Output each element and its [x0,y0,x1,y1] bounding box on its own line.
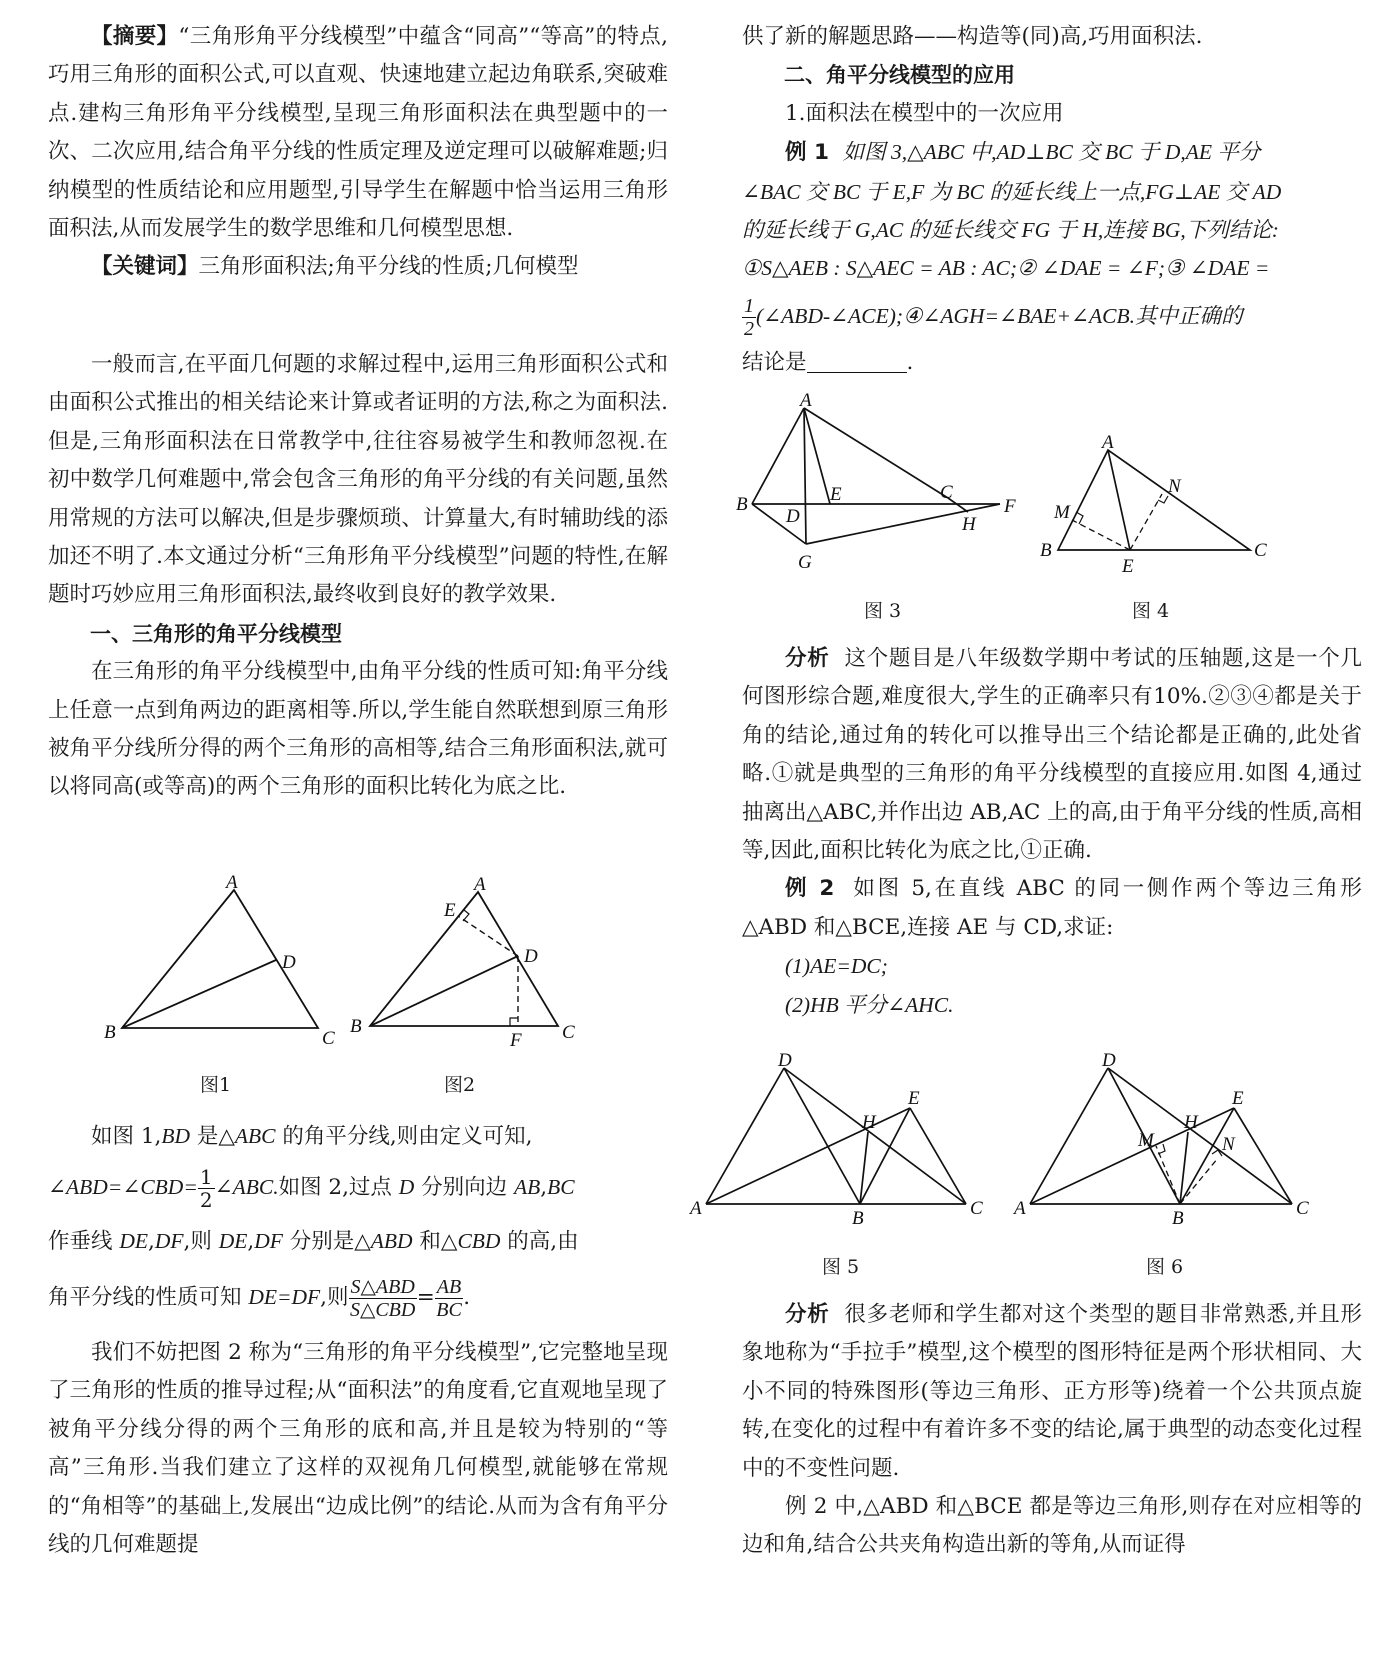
example2: 例 2 如图 5,在直线 ABC 的同一侧作两个等边三角形△ABD 和△BCE,连接 AE 与 CD,求证: [742,876,1362,940]
area-ratio-fraction: $\frac{\text{S△ABD}}{\text{S△CBD}}$ [349,1275,416,1321]
fig3-label-h: H [962,514,976,535]
fig5-caption: 图 5 [822,1256,860,1278]
fig2-label-a: A [474,874,486,895]
fig3-label-d: D [786,506,800,527]
fig2-label-c: C [562,1022,575,1043]
last-paragraph: 例 2 中,△ABD 和△BCE 都是等边三角形,则存在对应相等的边和角,结合公共夹角构造出新的等角,从而证得 [742,1494,1362,1558]
model-paragraph: 在三角形的角平分线模型中,由角平分线的性质可知:角平分线上任意一点到角两边的距离相等.所以,学生能自然联想到原三角形被角平分线所分得的两个三角形的高相等,结合三角形面积法,就可以将同高(或等高)的两个三角形的面积比转化为底之比. [48,659,668,800]
para2: 如图 1,BD 是△ABC 的角平分线,则由定义可知, [91,1124,533,1149]
fig4-caption: 图 4 [1132,600,1170,622]
fig3-caption: 图 3 [864,600,902,622]
fig6-label-m: M [1138,1130,1154,1151]
fig1-label-c: C [322,1028,335,1049]
fig2-label-b: B [350,1016,362,1037]
fig4-label-c: C [1254,540,1267,561]
fig6-label-e: E [1232,1088,1244,1109]
figure-2 [348,872,588,1052]
fig1-caption: 图1 [200,1074,232,1096]
analysis1: 分析 这个题目是八年级数学期中考试的压轴题,这是一个几何图形综合题,难度很大,学生的正确率只有10%.②③④都是关于角的结论,通过角的转化可以推导出三个结论都是正确的,此处省略.①就是典型的三角形的角平分线模型的直接应用.如图 4,通过抽离出△ABC,并作出边 AB,AC 上的高,由于角平分线的性质,高相等,因此,面积比转化为底之比,①正确. [742,646,1362,864]
example1-line1: 例 1 如图 3,△ABC 中,AD⊥BC 交 BC 于 D,AE 平分 [785,140,1261,166]
fig6-label-n: N [1222,1134,1235,1155]
abstract-text: “三角形角平分线模型”中蕴含“同高”“等高”的特点,巧用三角形的面积公式,可以直观、快速地建立起边角联系,突破难点.建构三角形角平分线模型,呈现三角形面积法在典型题中的一次、二次应用,结合角平分线的性质定理及逆定理可以破解难题;归纳模型的性质结论和应用题型,引导学生在解题中恰当运用三角形面积法,从而发展学生的数学思维和几何模型思想. [48,24,668,242]
example1-line4: ①S△AEB : S△AEC = AB : AC;② ∠DAE = ∠F;③ ∠DAE = [742,256,1270,281]
para6: 我们不妨把图 2 称为“三角形的角平分线模型”,它完整地呈现了三角形的性质的推导过程;从“面积法”的角度看,它直观地呈现了被角平分线分得的两个三角形的底和高,并且是较为特别的“等高”三角形.当我们建立了这样的双视角几何模型,就能够在常规的“角相等”的基础上,发展出“边成比例”的结论.从而为含有角平分线的几何难题提 [48,1340,668,1558]
para3: ∠ABD=∠CBD= $\frac{1}{2}$ ∠ABC.如图 2,过点 D 分别向边 AB,BC [48,1164,575,1212]
fig5-label-c: C [970,1198,983,1219]
fig6-label-c: C [1296,1198,1309,1219]
fig2-label-e: E [444,900,456,921]
fig3-label-g: G [798,552,812,573]
analysis2: 分析 很多老师和学生都对这个类型的题目非常熟悉,并且形象地称为“手拉手”模型,这个模型的图形特征是两个形状相同、大小不同的特殊图形(等边三角形、正方形等)绕着一个公共顶点旋转,在变化的过程中有着许多不变的结论,属于典型的动态变化过程中的不变性问题. [742,1302,1362,1481]
fig6-label-h: H [1184,1112,1198,1133]
fig3-label-c: C [940,482,953,503]
figure-6 [1012,1046,1342,1229]
fig3-label-f: F [1004,496,1016,517]
fig5-label-d: D [778,1050,792,1071]
abstract-label: 【摘要】 [91,24,179,49]
subsection1: 1.面积法在模型中的一次应用 [785,100,1064,126]
fig2-label-d: D [524,946,538,967]
fig1-label-d: D [282,952,296,973]
side-ratio-fraction: $\frac{AB}{BC}$ [436,1275,462,1321]
fig2-label-f: F [510,1030,522,1051]
example1-line5: $\frac{1}{2}$ (∠ABD-∠ACE);④∠AGH=∠BAE+∠ACB.其中正确的 [744,295,1243,341]
fig3-label-e: E [830,484,842,505]
fig6-label-a: A [1014,1198,1026,1219]
fig1-label-a: A [226,872,238,893]
section2-heading: 二、角平分线模型的应用 [784,63,1015,88]
keywords-label: 【关键词】 [91,254,199,280]
figure-5 [688,1046,1008,1229]
fig5-label-a: A [690,1198,702,1219]
continued-line: 供了新的解题思路——构造等(同)高,巧用面积法. [742,24,1203,49]
fig3-label-b: B [736,494,748,515]
fig6-caption: 图 6 [1146,1256,1184,1278]
fig4-label-n: N [1168,476,1181,497]
fig5-label-h: H [862,1112,876,1133]
example1-line6: 结论是 . [742,349,914,375]
keywords [48,248,668,286]
para4: 作垂线 DE,DF,则 DE,DF 分别是△ABD 和△CBD 的高,由 [48,1229,579,1254]
fig1-label-b: B [104,1022,116,1043]
fig4-label-a: A [1102,432,1114,453]
keywords-text: 三角形面积法;角平分线的性质;几何模型 [198,254,579,280]
abstract [48,18,668,248]
example2-q1: (1)AE=DC; [785,954,888,979]
figure-1 [98,872,348,1052]
fig2-caption: 图2 [444,1074,476,1096]
fig3-label-a: A [800,390,812,411]
fig5-label-e: E [908,1088,920,1109]
para5: 角平分线的性质可知 DE=DF,则 $\frac{\text{S△ABD}}{\text{S△CBD}}$ = $\frac{AB}{BC}$ . [48,1275,471,1321]
example1-line2: ∠BAC 交 BC 于 E,F 为 BC 的延长线上一点,FG⊥AE 交 AD [742,179,1282,204]
figure-4 [1038,428,1298,578]
example2-q2: (2)HB 平分∠AHC. [785,992,954,1017]
fig4-label-m: M [1054,502,1070,523]
fig6-label-d: D [1102,1050,1116,1071]
answer-blank [807,350,907,373]
intro-paragraph: 一般而言,在平面几何题的求解过程中,运用三角形面积公式和由面积公式推出的相关结论来计算或者证明的方法,称之为面积法.但是,三角形面积法在日常教学中,往往容易被学生和教师忽视.在初中数学几何难题中,常会包含三角形的角平分线的有关问题,虽然用常规的方法可以解决,但是步骤烦琐、计算量大,有时辅助线的添加还不明了.本文通过分析“三角形角平分线模型”问题的特性,在解题时巧妙应用三角形面积法,最终收到良好的教学效果. [48,352,668,608]
fig5-label-b: B [852,1208,864,1229]
figure-3 [736,388,1062,584]
example1-line3: 的延长线于 G,AC 的延长线交 FG 于 H,连接 BG,下列结论: [742,218,1279,243]
fig4-label-e: E [1122,556,1134,577]
fig6-label-b: B [1172,1208,1184,1229]
half-fraction: $\frac{1}{2}$ [199,1164,213,1212]
fig4-label-b: B [1040,540,1052,561]
section1-heading: 一、三角形的角平分线模型 [90,621,342,646]
